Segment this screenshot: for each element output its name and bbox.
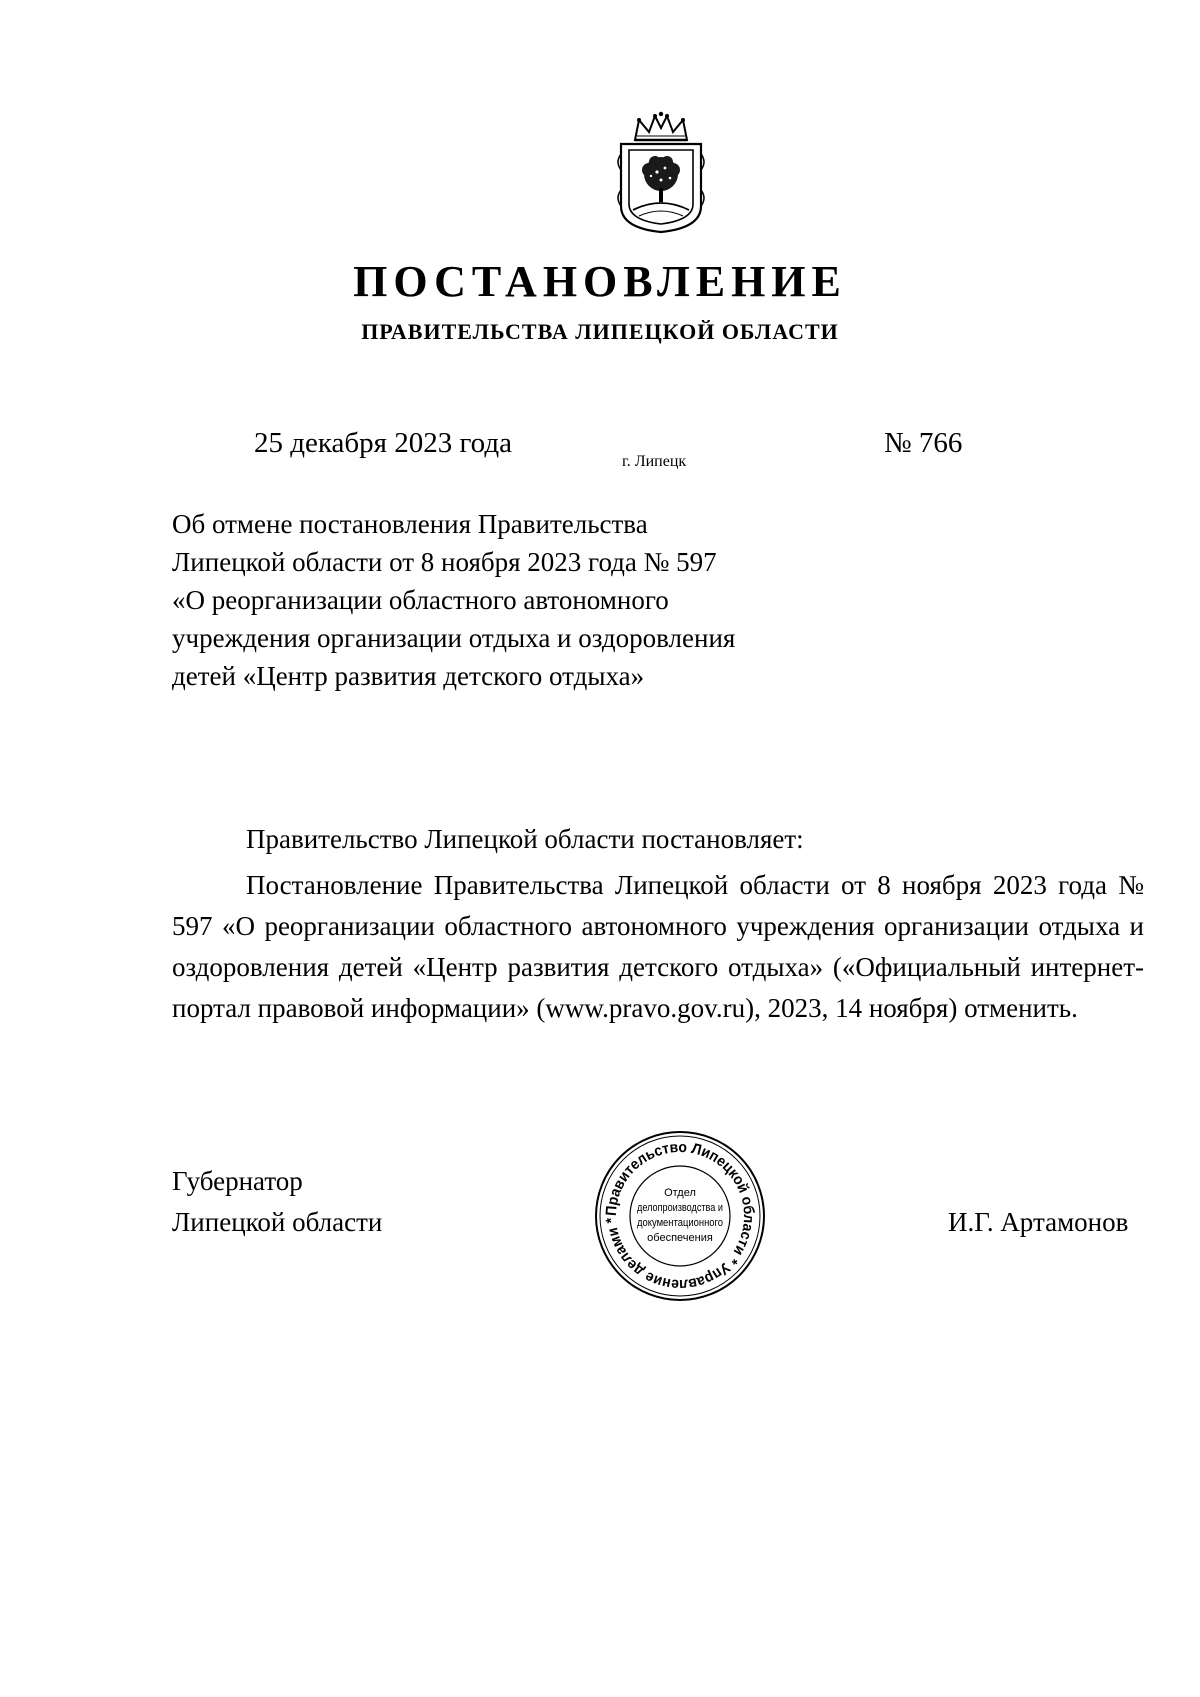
subject-line: детей «Центр развития детского отдыха» xyxy=(172,661,645,691)
preamble: Правительство Липецкой области постановляет: xyxy=(246,824,804,854)
body-paragraph: Постановление Правительства Липецкой области от 8 ноября 2023 года № 597 «О реорганизации областного автономного учреждения организации отдыха и оздоровления детей «Центр развития детского отдыха» («Официальный интернет-портал правовой информации» (www.pravo.gov.ru), 2023, 14 ноября) отменить. xyxy=(172,870,1144,1023)
seal-inner-line: документационного xyxy=(637,1217,723,1229)
subject-line: «О реорганизации областного автономного xyxy=(172,585,669,615)
seal-outer-text: Правительство Липецкой области * Управление делами * xyxy=(602,1138,758,1294)
seal-inner-line: делопроизводства и xyxy=(637,1202,723,1214)
official-seal-icon xyxy=(590,1126,770,1306)
signer-position-line: Губернатор xyxy=(172,1166,303,1196)
subject-line: Об отмене постановления Правительства xyxy=(172,509,648,539)
document-city: г. Липецк xyxy=(622,453,687,470)
signer-name: И.Г. Артамонов xyxy=(948,1207,1129,1237)
seal-inner-line: Отдел xyxy=(664,1187,696,1199)
signer-position-line: Липецкой области xyxy=(172,1207,383,1237)
seal-inner-line: обеспечения xyxy=(647,1232,713,1244)
document-subject xyxy=(172,505,812,695)
document-number: № 766 xyxy=(884,427,963,459)
coat-of-arms-icon xyxy=(611,110,711,235)
document-type-title: ПОСТАНОВЛЕНИЕ xyxy=(353,257,847,306)
document-date: 25 декабря 2023 года xyxy=(254,427,512,459)
signer-position xyxy=(172,1161,382,1243)
subject-line: Липецкой области от 8 ноября 2023 года № 597 xyxy=(172,547,717,577)
subject-line: учреждения организации отдыха и оздоровления xyxy=(172,623,736,653)
issuer-name: ПРАВИТЕЛЬСТВА ЛИПЕЦКОЙ ОБЛАСТИ xyxy=(361,319,839,344)
